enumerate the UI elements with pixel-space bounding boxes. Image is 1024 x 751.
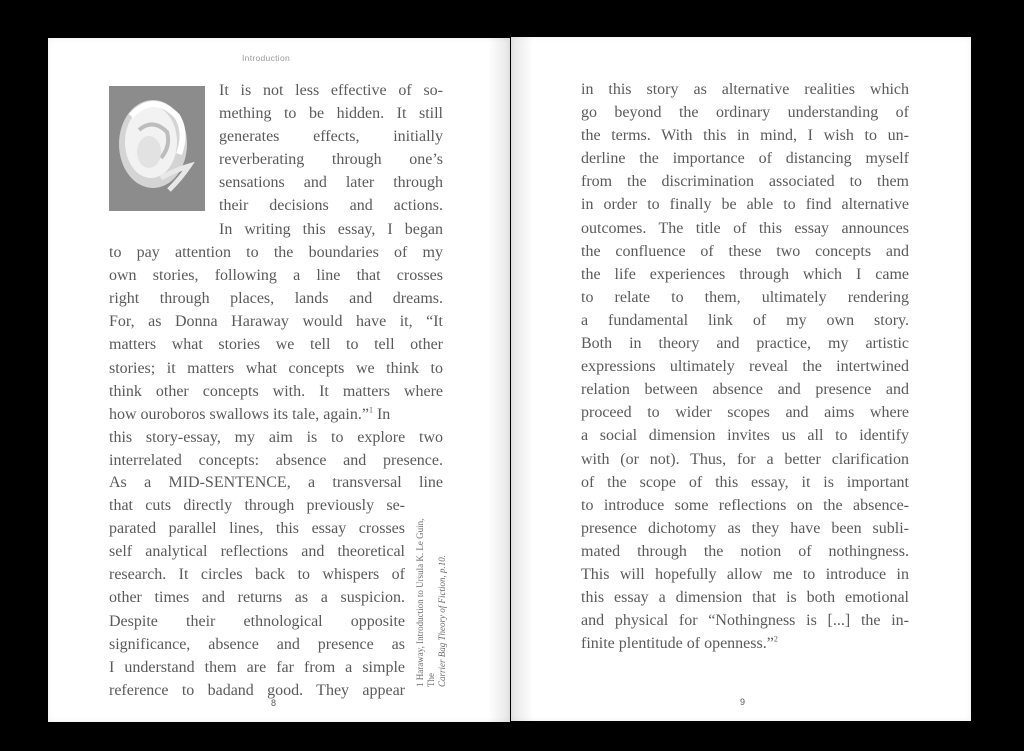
text-line: In writing this essay, I began — [219, 221, 443, 238]
text-line: sensations and later through — [219, 174, 443, 192]
text-line: reverberating through one’s — [219, 151, 443, 169]
page-number: 9 — [740, 697, 746, 707]
text-line: to relate to them, ultimately rendering — [581, 288, 909, 306]
text-line: to pay attention to the boundaries of my — [109, 244, 443, 262]
text-line: the terms. With this in mind, I wish to un- — [581, 127, 909, 145]
text-line: this story-essay, my aim is to explore two — [109, 428, 443, 446]
text-line: presence dichotomy as they have been subli- — [581, 519, 909, 537]
text-line: think other concepts with. It matters where — [109, 382, 443, 400]
text-line: outcomes. The title of this essay announces — [581, 219, 909, 237]
text-line: finite plentitude of openness.” — [581, 635, 774, 653]
text-line: parated parallel lines, this essay crosses — [109, 520, 405, 538]
text-line-tail: In — [372, 405, 391, 423]
paragraph-main — [109, 218, 443, 472]
paragraph-right — [581, 78, 909, 655]
text-line: the confluence of these two concepts and — [581, 242, 909, 260]
text-line: matters what stories we tell to tell other — [109, 336, 443, 354]
gutter-shadow-left — [488, 38, 510, 722]
right-page — [511, 37, 971, 721]
text-line: in this story as alternative realities which — [581, 81, 909, 98]
paragraph-beside-image — [219, 79, 443, 218]
text-line: to introduce some reflections on the absence- — [581, 496, 909, 514]
text-line: reference to badand good. They appear — [109, 681, 405, 699]
text-line: of the scope of this essay, it is important — [581, 473, 909, 491]
text-line: generates effects, initially — [219, 128, 443, 146]
text-line: derline the importance of distancing myself — [581, 150, 909, 168]
footnote-vertical — [415, 511, 459, 687]
text-line: As a MID-SENTENCE, a transversal line — [109, 474, 443, 491]
text-line: that cuts directly through previously se- — [109, 497, 405, 515]
text-line: This will hopefully allow me to introduce in — [581, 565, 909, 583]
gutter-shadow-right — [511, 37, 533, 721]
text-line: mated through the notion of nothingness. — [581, 542, 909, 560]
text-line: the life experiences through which I came — [581, 265, 909, 283]
text-line: Despite their ethnological opposite — [109, 612, 405, 630]
text-line: right through places, lands and dreams. — [109, 290, 443, 308]
text-line: a social dimension invites us all to identify — [581, 427, 909, 445]
text-line: go beyond the ordinary understanding of — [581, 104, 909, 122]
text-line-with-footnote-ref — [109, 403, 443, 426]
ear-illustration — [109, 86, 205, 211]
text-line: own stories, following a line that crosses — [109, 267, 443, 285]
text-line: and physical for “Nothingness is [...] the in- — [581, 612, 909, 630]
text-line: For, as Donna Haraway would have it, “It — [109, 313, 443, 331]
text-line: in order to finally be able to find alternative — [581, 196, 909, 214]
footnote-line: 1 Haraway, Introduction to Ursula K. Le Guin, The — [415, 518, 436, 687]
text-line: relation between absence and presence and — [581, 381, 909, 399]
text-line: proceed to wider scopes and aims where — [581, 404, 909, 422]
text-line: Both in theory and practice, my artistic — [581, 335, 909, 353]
text-line: It is not less effective of so- — [219, 82, 443, 99]
text-line: I understand them are far from a simple — [109, 658, 405, 676]
text-line: their decisions and actions. — [219, 197, 443, 215]
footnote-line: Carrier Bag Theory of Fiction, p.10. — [437, 555, 447, 687]
page-number: 8 — [271, 698, 277, 708]
text-line: this essay a dimension that is both emotional — [581, 589, 909, 607]
text-line: mething to be hidden. It still — [219, 105, 443, 123]
text-line: interrelated concepts: absence and presence. — [109, 451, 443, 469]
text-line: with (or not). Thus, for a better clarification — [581, 450, 909, 468]
text-line-with-footnote-ref — [581, 632, 909, 655]
text-line: a fundamental link of my own story. — [581, 311, 909, 329]
text-line: stories; it matters what concepts we think to — [109, 359, 443, 377]
left-page — [48, 38, 510, 722]
text-line: other times and returns as a suspicion. — [109, 589, 405, 607]
text-line: how ouroboros swallows its tale, again.” — [109, 405, 369, 423]
text-line: expressions ultimately reveal the intertwined — [581, 358, 909, 376]
footnote-ref: 2 — [773, 634, 778, 644]
running-head: Introduction — [242, 53, 291, 63]
text-line: self analytical reflections and theoretical — [109, 543, 405, 561]
footnote-ref: 1 — [368, 405, 373, 415]
text-line: from the discrimination associated to them — [581, 173, 909, 191]
text-line: research. It circles back to whispers of — [109, 566, 405, 584]
text-line: significance, absence and presence as — [109, 635, 405, 653]
